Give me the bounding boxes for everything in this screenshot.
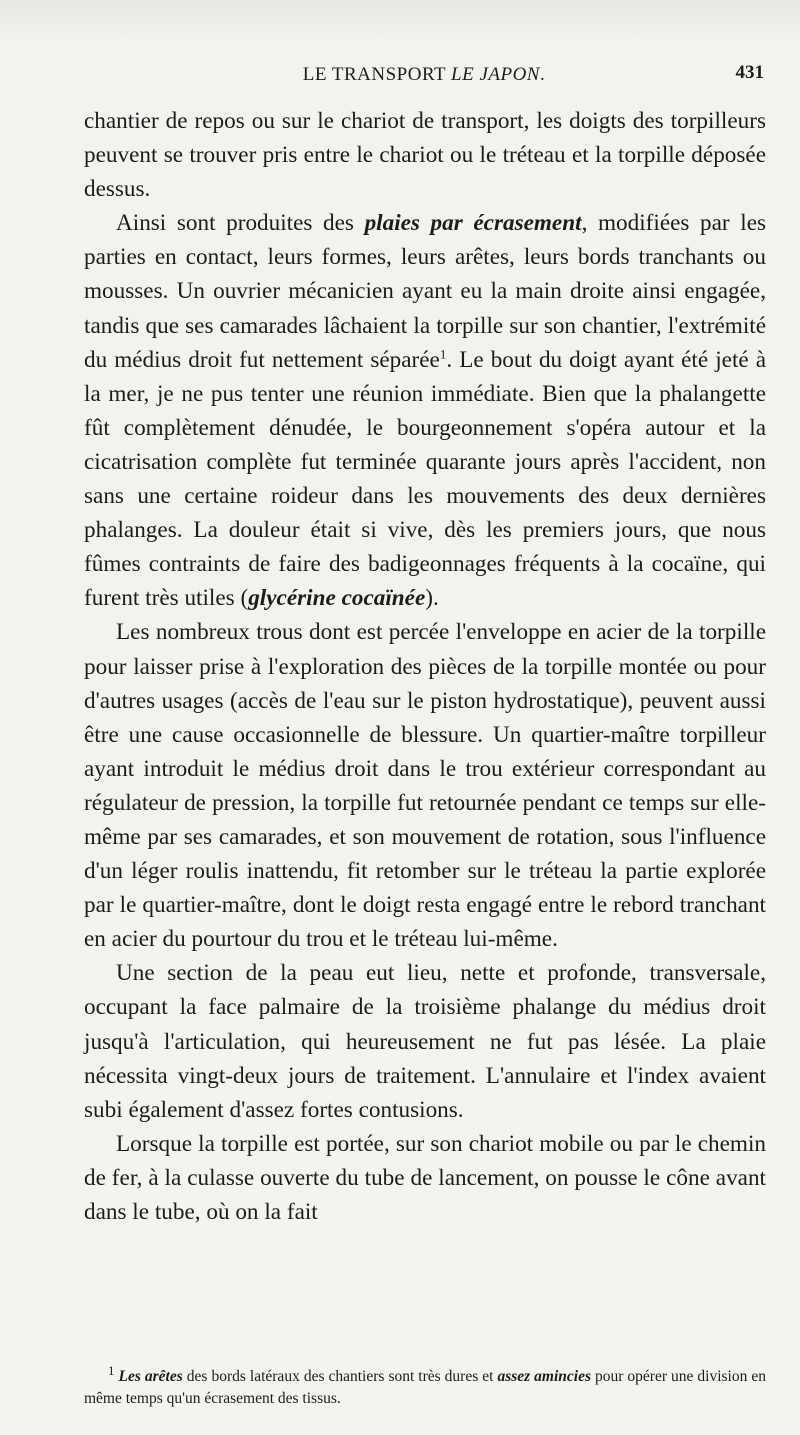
- paragraph-2-text-b: , modifiées par les parties en contact, leurs formes, leurs arêtes, leurs bords tranchants ou mousses. Un ouvrier mécanicien ayant eu la main droite ainsi engagée, tandis que ses camarades lâchaient la torpille sur son chantier, l'extrémité du médius droit fut nettement séparée: [84, 210, 767, 373]
- paragraph-2-emphasis: plaies par écrasement: [364, 210, 582, 237]
- footnote-text-1: des bords latéraux des chantiers sont très dures et: [182, 1368, 498, 1385]
- running-head: [84, 64, 764, 86]
- paragraph-2-text-a: Ainsi sont produites des: [116, 210, 365, 237]
- footnote: [84, 1362, 766, 1410]
- body-text: [84, 104, 766, 1229]
- footnote-emphasis-2: assez amincies: [497, 1368, 591, 1385]
- footnote-mark: 1: [108, 1362, 115, 1378]
- footnote-reference: 1: [439, 345, 447, 361]
- paragraph-1: chantier de repos ou sur le chariot de transport, les doigts des torpilleurs peuvent se trouver pris entre le chariot ou le tréteau et la torpille déposée dessus.: [84, 108, 766, 203]
- footnote-text-2: pour opérer une division en même temps qu'un écrasement des tissus.: [84, 1368, 766, 1407]
- paragraph-2: [84, 206, 766, 615]
- footnote-emphasis-1: Les arêtes: [118, 1368, 183, 1385]
- page-number: 431: [735, 62, 764, 83]
- paragraph-2-text-d: ).: [425, 585, 439, 612]
- paragraph-2-emphasis-2: glycérine cocaïnée: [248, 585, 426, 612]
- paragraph-4: Une section de la peau eut lieu, nette et profonde, transversale, occupant la face palmaire de la troisième phalange du médius droit jusqu'à l'articulation, qui heureusement ne fut pas lésée. La plaie nécessita vingt-deux jours de traitement. L'annulaire et l'index avaient subi également d'assez fortes contusions.: [84, 960, 766, 1123]
- running-head-text: LE TRANSPORT: [302, 64, 452, 85]
- paragraph-2-text-c: . Le bout du doigt ayant été jeté à la mer, je ne pus tenter une réunion immédiate. Bien que la phalangette fût complètement dénudée, le bourgeonnement s'opéra autour et la cicatrisation complète fut terminée quarante jours après l'accident, non sans une certaine roideur dans les mouvements des deux dernières phalanges. La douleur était si vive, dès les premiers jours, que nous fûmes contraints de faire des badigeonnages fréquents à la cocaïne, qui furent très utiles (: [84, 346, 767, 612]
- page-header: [84, 60, 764, 94]
- paragraph-3: Les nombreux trous dont est percée l'enveloppe en acier de la torpille pour laisser prise à l'exploration des pièces de la torpille montée ou pour d'autres usages (accès de l'eau sur le piston hydrostatique), peuvent aussi être une cause occasionnelle de blessure. Un quartier-maître torpilleur ayant introduit le médius droit dans le trou extérieur correspondant au régulateur de pression, la torpille fut retournée pendant ce temps sur elle-même par ses camarades, et son mouvement de rotation, sous l'influence d'un léger roulis inattendu, fit retomber sur le tréteau la partie explorée par le quartier-maître, dont le doigt resta engagé entre le rebord tranchant en acier du pourtour du trou et le tréteau lui-même.: [84, 619, 766, 953]
- running-head-period: .: [539, 64, 546, 85]
- paragraph-5: Lorsque la torpille est portée, sur son chariot mobile ou par le chemin de fer, à la culasse ouverte du tube de lancement, on pousse le cône avant dans le tube, où on la fait: [84, 1130, 766, 1225]
- running-head-ship-name: LE JAPON: [451, 64, 540, 85]
